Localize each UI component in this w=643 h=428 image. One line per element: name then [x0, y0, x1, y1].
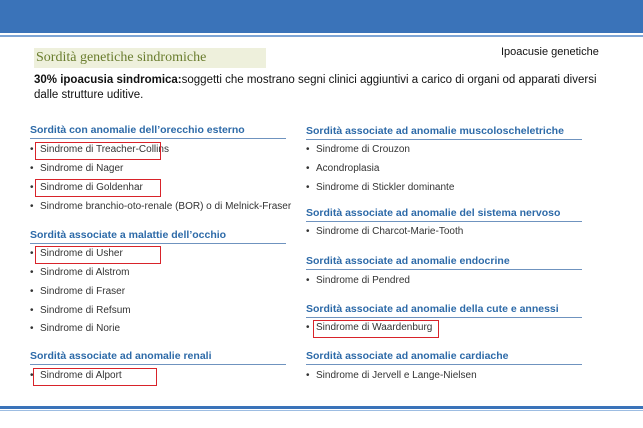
- left-group-2-rule: [30, 364, 286, 365]
- highlight-box: [35, 246, 161, 264]
- list-item: • Sindrome di Pendred: [306, 275, 410, 286]
- list-item: • Sindrome di Alport: [30, 370, 122, 381]
- intro-bold: 30% ipoacusia sindromica:: [34, 74, 182, 86]
- highlight-box: [313, 320, 439, 338]
- intro-text: soggetti che mostrano segni clinici aggiuntivi a carico di organi od apparati diversi dalle strutture uditive.: [34, 74, 597, 101]
- slide-title: Sordità genetiche sindromiche: [34, 48, 266, 68]
- list-item: • Sindrome di Alstrom: [30, 267, 130, 278]
- list-item: • Sindrome di Stickler dominante: [306, 182, 455, 193]
- list-item: • Sindrome di Jervell e Lange-Nielsen: [306, 370, 477, 381]
- left-group-2-header: Sordità associate ad anomalie renali: [30, 350, 212, 362]
- intro-paragraph: [34, 73, 614, 103]
- list-item: • Sindrome di Usher: [30, 248, 123, 259]
- list-item: • Sindrome di Waardenburg: [306, 322, 433, 333]
- left-group-1-header: Sordità associate a malattie dell’occhio: [30, 229, 227, 241]
- topic-label: Ipoacusie genetiche: [501, 46, 599, 58]
- header-bar: [0, 0, 643, 33]
- right-group-1-header: Sordità associate ad anomalie del sistema nervoso: [306, 207, 561, 219]
- left-group-0-rule: [30, 138, 286, 139]
- footer-divider-thin: [0, 410, 643, 411]
- right-group-3-rule: [306, 317, 582, 318]
- highlight-box: [33, 368, 157, 386]
- list-item: • Sindrome di Goldenhar: [30, 182, 143, 193]
- list-item: • Sindrome branchio-oto-renale (BOR) o di Melnick-Fraser: [30, 201, 292, 212]
- right-group-4-header: Sordità associate ad anomalie cardiache: [306, 350, 509, 362]
- right-group-2-header: Sordità associate ad anomalie endocrine: [306, 255, 510, 267]
- header-divider: [0, 35, 643, 37]
- right-group-1-rule: [306, 221, 582, 222]
- list-item: • Sindrome di Crouzon: [306, 144, 410, 155]
- list-item: • Sindrome di Norie: [30, 323, 121, 334]
- highlight-box: [35, 142, 161, 160]
- list-item: • Sindrome di Fraser: [30, 286, 126, 297]
- list-item: • Sindrome di Refsum: [30, 305, 131, 316]
- footer-divider: [0, 406, 643, 409]
- list-item: • Sindrome di Treacher-Collins: [30, 144, 169, 155]
- list-item: • Acondroplasia: [306, 163, 380, 174]
- right-group-0-rule: [306, 139, 582, 140]
- right-group-2-rule: [306, 269, 582, 270]
- list-item: • Sindrome di Charcot-Marie-Tooth: [306, 226, 464, 237]
- right-group-0-header: Sordità associate ad anomalie muscoloscheletriche: [306, 125, 564, 137]
- highlight-box: [35, 179, 161, 197]
- left-group-0-header: Sordità con anomalie dell’orecchio esterno: [30, 124, 245, 136]
- right-group-3-header: Sordità associate ad anomalie della cute e annessi: [306, 303, 559, 315]
- list-item: • Sindrome di Nager: [30, 163, 124, 174]
- right-group-4-rule: [306, 364, 582, 365]
- left-group-1-rule: [30, 243, 286, 244]
